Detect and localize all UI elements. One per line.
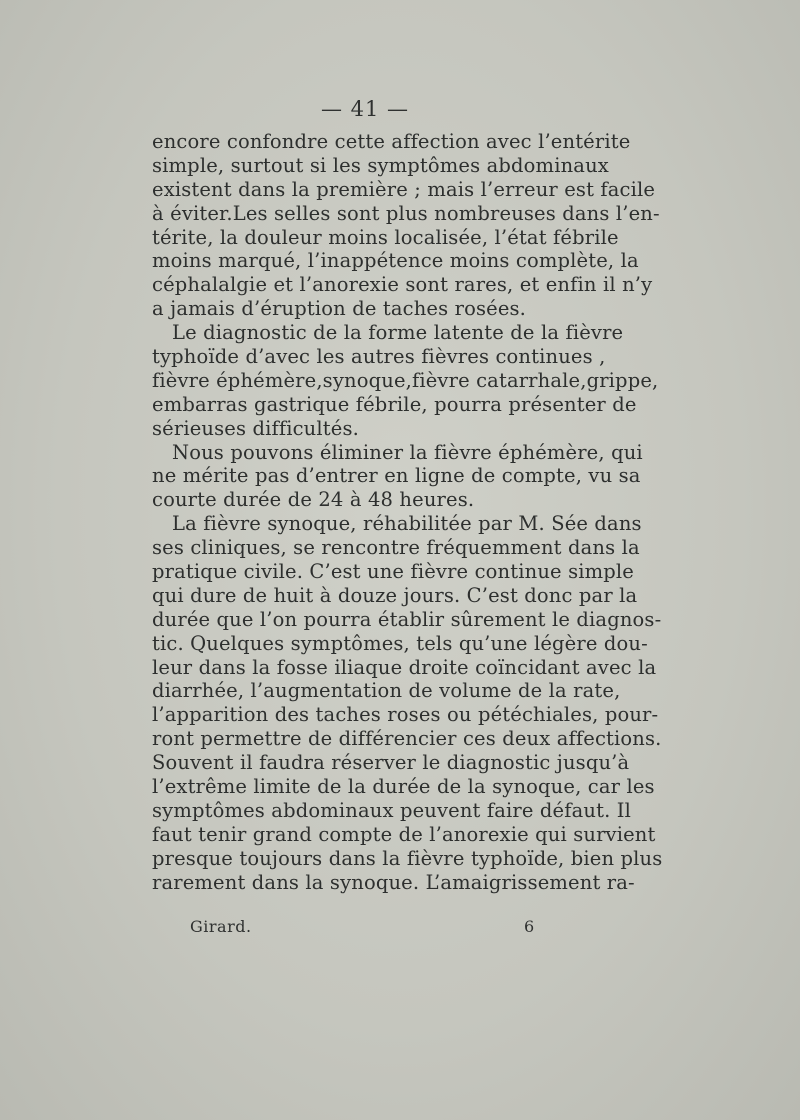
text-line: faut tenir grand compte de l’anorexie qui survient xyxy=(152,822,656,846)
text-line: térite, la douleur moins localisée, l’état fébrile xyxy=(152,225,619,249)
body-text xyxy=(152,130,663,895)
text-line: leur dans la fosse iliaque droite coïncidant avec la xyxy=(152,655,657,679)
text-line: symptômes abdominaux peuvent faire défaut. Il xyxy=(152,798,632,822)
text-line: l’apparition des taches roses ou pétéchiales, pour- xyxy=(152,703,659,727)
text-line: à éviter.Les selles sont plus nombreuses dans l’en- xyxy=(152,201,660,225)
text-line: courte durée de 24 à 48 heures. xyxy=(152,488,475,512)
text-line: typhoïde d’avec les autres fièvres continues , xyxy=(152,345,606,369)
paragraph-start-line: La fièvre synoque, réhabilitée par M. Sée dans xyxy=(172,512,642,536)
text-line: encore confondre cette affection avec l’entérite xyxy=(152,130,631,153)
text-line: a jamais d’éruption de taches rosées. xyxy=(152,297,527,321)
text-line: ne mérite pas d’entrer en ligne de compte, vu sa xyxy=(152,464,641,488)
text-line: tic. Quelques symptômes, tels qu’une légère dou- xyxy=(152,631,648,655)
text-line: embarras gastrique fébrile, pourra présenter de xyxy=(152,392,637,416)
text-line: Souvent il faudra réserver le diagnostic jusqu’à xyxy=(152,751,630,775)
text-line: moins marqué, l’inappétence moins complète, la xyxy=(152,249,639,273)
text-line: diarrhée, l’augmentation de volume de la rate, xyxy=(152,679,621,703)
text-line: sérieuses difficultés. xyxy=(152,416,359,440)
text-line: qui dure de huit à douze jours. C’est donc par la xyxy=(152,583,638,607)
text-line: pratique civile. C’est une fièvre continue simple xyxy=(152,560,634,584)
text-line: simple, surtout si les symptômes abdominaux xyxy=(152,153,609,177)
text-line: ses cliniques, se rencontre fréquemment dans la xyxy=(152,536,640,560)
page-number: — 41 — xyxy=(320,97,410,121)
text-line: céphalalgie et l’anorexie sont rares, et enfin il n’y xyxy=(152,273,653,297)
paragraph-start-line: Nous pouvons éliminer la fièvre éphémère, qui xyxy=(172,440,643,464)
text-line: durée que l’on pourra établir sûrement le diagnos- xyxy=(152,607,662,631)
text-line: ront permettre de différencier ces deux affections. xyxy=(152,727,662,751)
signature-mark: 6 xyxy=(524,917,535,936)
text-line: existent dans la première ; mais l’erreur est facile xyxy=(152,177,656,201)
text-line: l’extrême limite de la durée de la synoque, car les xyxy=(152,775,655,799)
text-line: fièvre éphémère,synoque,fièvre catarrhale,grippe, xyxy=(152,368,659,392)
footer-author: Girard. xyxy=(190,917,252,936)
text-line: rarement dans la synoque. L’amaigrissement ra- xyxy=(152,870,635,894)
paragraph-start-line: Le diagnostic de la forme latente de la fièvre xyxy=(172,321,624,345)
text-line: presque toujours dans la fièvre typhoïde, bien plus xyxy=(152,846,663,870)
